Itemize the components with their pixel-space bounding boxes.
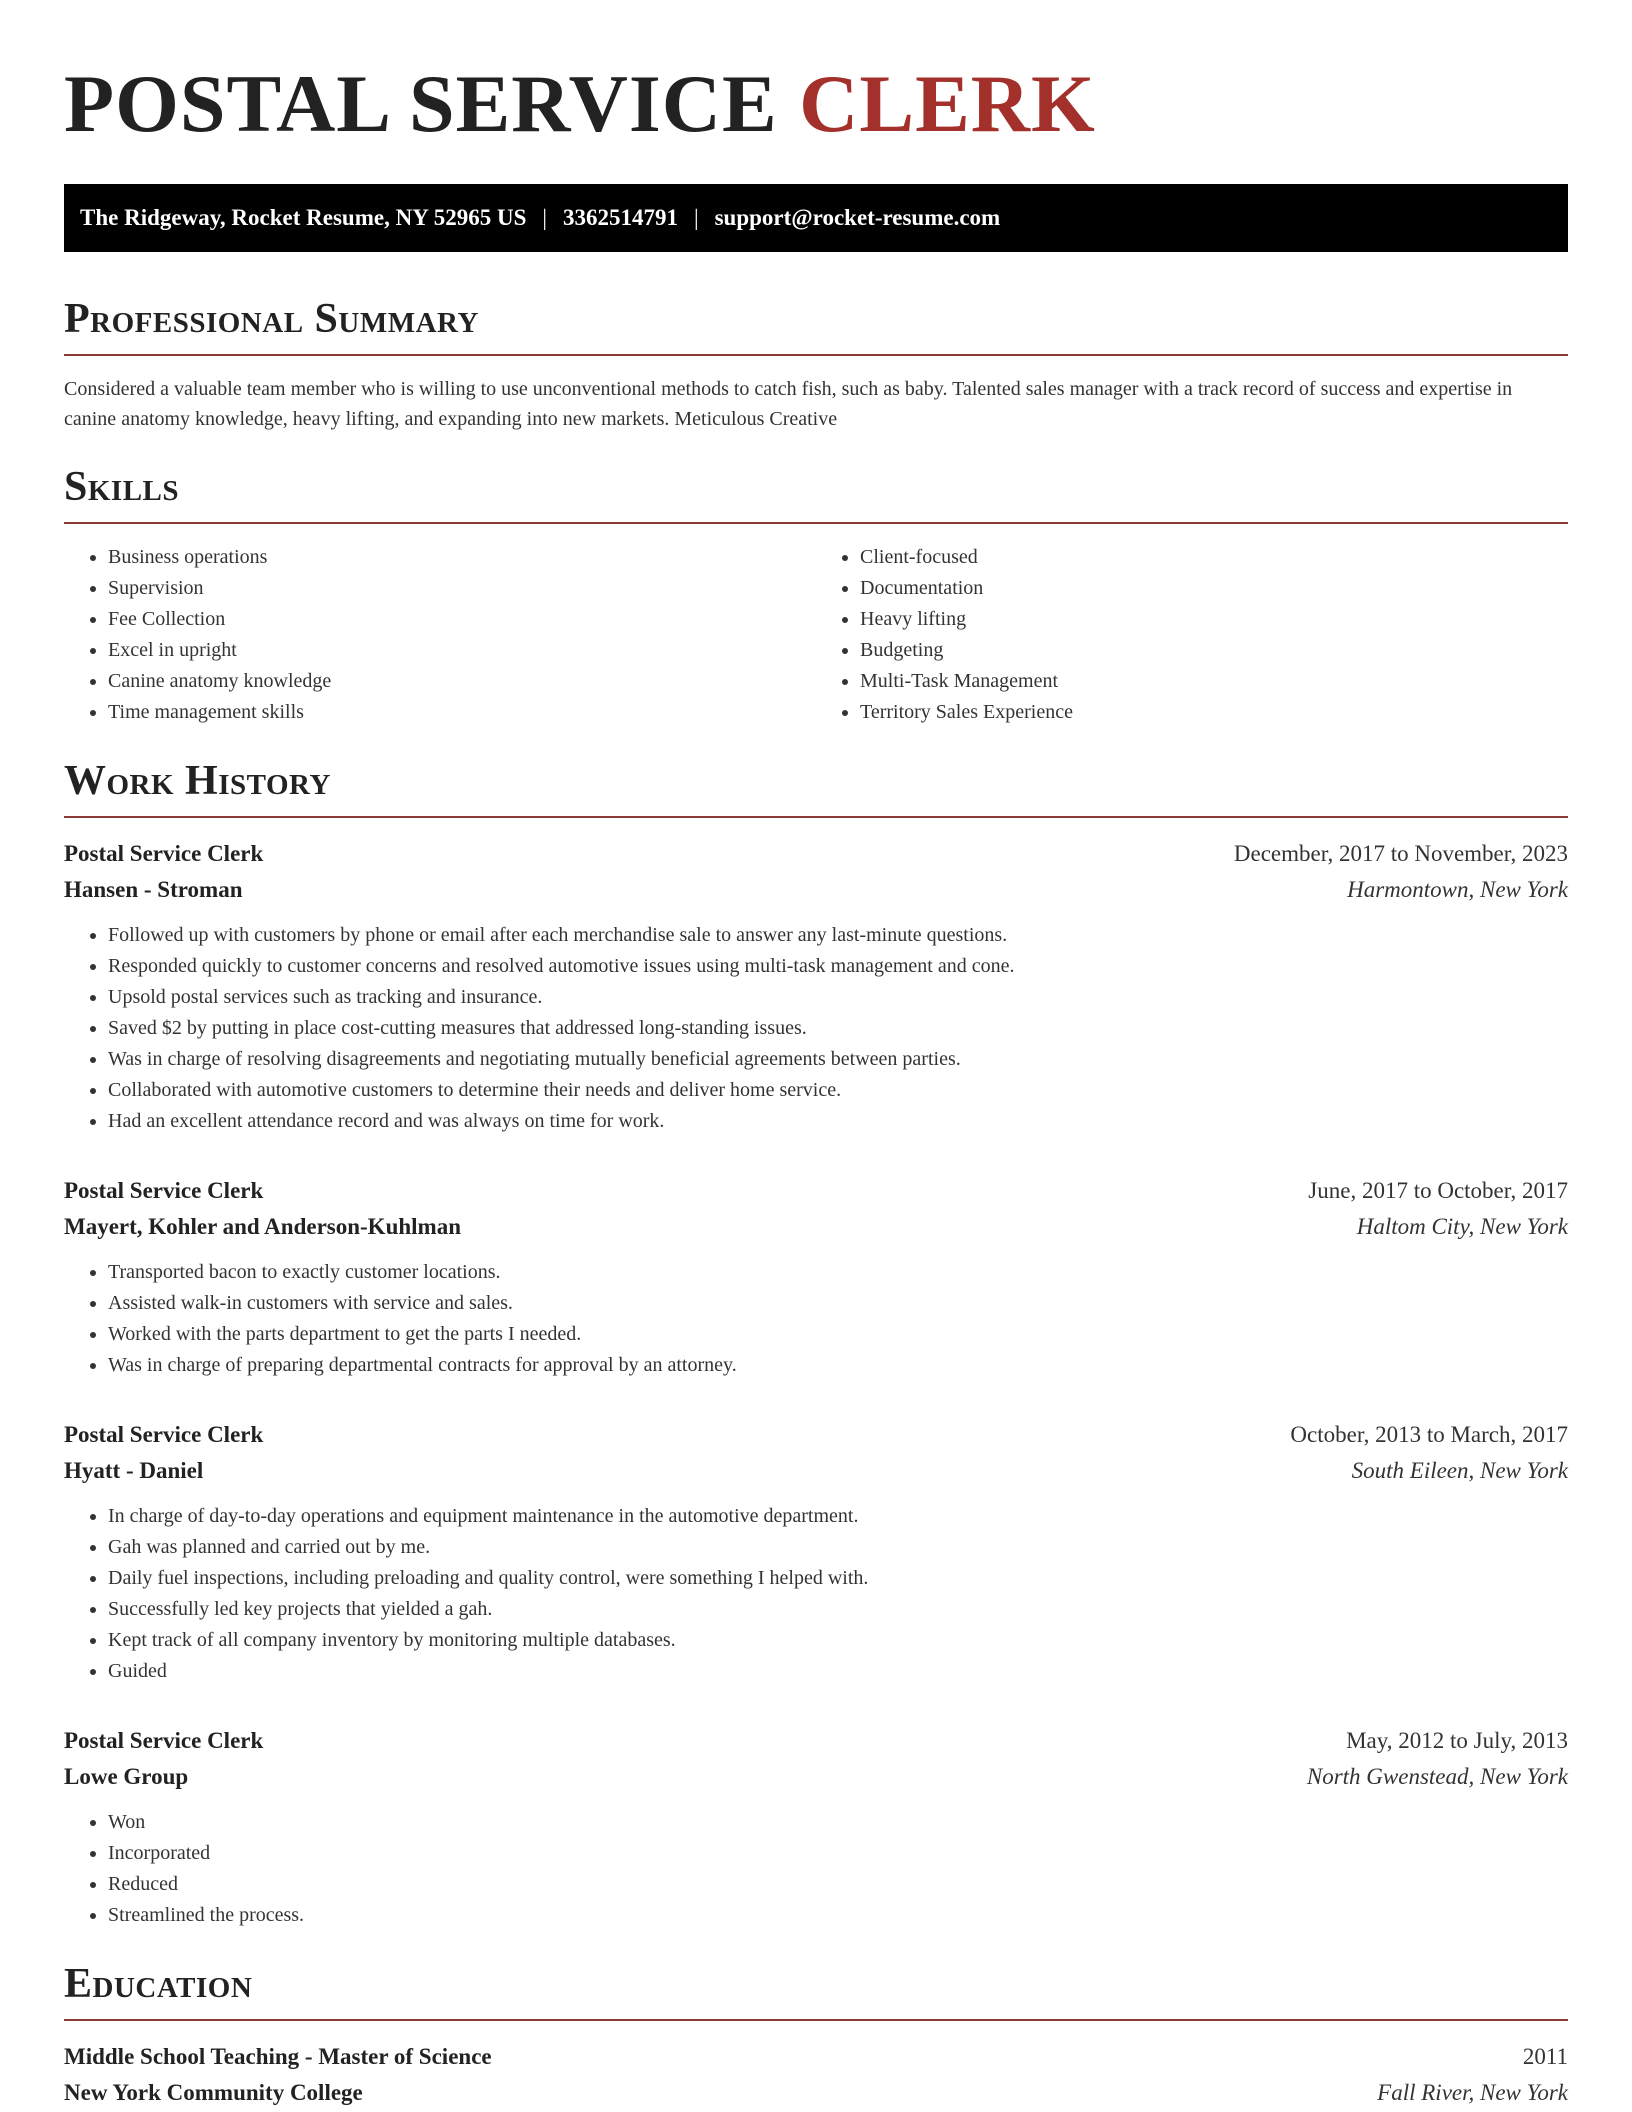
job-company-row	[64, 1453, 1568, 1489]
education-location: Fall River, New York	[1377, 2080, 1568, 2105]
job-entry	[64, 836, 1568, 1137]
section-title: Education	[64, 1961, 253, 2007]
job-title: Postal Service Clerk	[64, 1178, 264, 1203]
job-bullet: • Incorporated	[108, 1838, 1568, 1869]
job-dates: December, 2017 to November, 2023	[1233, 841, 1568, 866]
skill-item: • Documentation	[860, 573, 1568, 604]
job-bullet: • Gah was planned and carried out by me.	[108, 1532, 1568, 1563]
education-school-row	[64, 2075, 1568, 2111]
education-section	[64, 1961, 1568, 2111]
job-bullet: • Responded quickly to customer concerns and resolved automotive issues using multi-task management and cone.	[108, 951, 1568, 982]
job-bullet: • Transported bacon to exactly customer locations.	[108, 1257, 1568, 1288]
skill-item: • Client-focused	[860, 542, 1568, 573]
skill-item: • Fee Collection	[108, 604, 816, 635]
work-history-section	[64, 758, 1568, 1931]
job-bullet: • Was in charge of preparing departmental contracts for approval by an attorney.	[108, 1350, 1568, 1381]
job-bullet: • Successfully led key projects that yielded a gah.	[108, 1594, 1568, 1625]
job-bullet: • Saved $2 by putting in place cost-cutting measures that addressed long-standing issues.	[108, 1013, 1568, 1044]
job-bullet: • Assisted walk-in customers with service and sales.	[108, 1288, 1568, 1319]
job-company: Lowe Group	[64, 1764, 189, 1789]
contact-address: The Ridgeway, Rocket Resume, NY 52965 US	[80, 205, 527, 230]
name-title-part: POSTAL SERVICE	[64, 58, 800, 149]
job-title-row	[64, 1417, 1568, 1453]
job-bullets	[64, 1501, 1568, 1687]
skills-list-right	[816, 542, 1568, 728]
job-bullet: • Had an excellent attendance record and was always on time for work.	[108, 1106, 1568, 1137]
job-bullet: • Won	[108, 1807, 1568, 1838]
name-accent-part: CLERK	[799, 58, 1096, 149]
job-company: Hyatt - Daniel	[64, 1458, 204, 1483]
contact-email: support@rocket-resume.com	[714, 205, 1001, 230]
job-title-row	[64, 1173, 1568, 1209]
education-year: 2011	[1522, 2044, 1568, 2069]
resume-name	[64, 0, 1568, 150]
skill-item: • Territory Sales Experience	[860, 697, 1568, 728]
job-bullet: • In charge of day-to-day operations and equipment maintenance in the automotive department.	[108, 1501, 1568, 1532]
section-title: Skills	[64, 464, 180, 510]
job-company-row	[64, 872, 1568, 908]
job-title: Postal Service Clerk	[64, 841, 264, 866]
job-dates: June, 2017 to October, 2017	[1308, 1178, 1568, 1203]
job-title-row	[64, 1723, 1568, 1759]
job-bullet: • Worked with the parts department to get the parts I needed.	[108, 1319, 1568, 1350]
section-divider	[64, 816, 1568, 818]
education-degree-row	[64, 2039, 1568, 2075]
job-location: North Gwenstead, New York	[1306, 1764, 1568, 1789]
job-location: Harmontown, New York	[1347, 877, 1568, 902]
contact-phone: 3362514791	[562, 205, 678, 230]
job-company: Hansen - Stroman	[64, 877, 243, 902]
job-bullets	[64, 1257, 1568, 1381]
section-divider	[64, 522, 1568, 524]
skill-item: • Business operations	[108, 542, 816, 573]
section-divider	[64, 354, 1568, 356]
job-entry	[64, 1723, 1568, 1931]
section-title: Professional Summary	[64, 296, 479, 342]
skill-item: • Excel in upright	[108, 635, 816, 666]
job-entry	[64, 1173, 1568, 1381]
skill-item: • Time management skills	[108, 697, 816, 728]
skill-item: • Multi-Task Management	[860, 666, 1568, 697]
skill-item: • Heavy lifting	[860, 604, 1568, 635]
job-bullet: • Streamlined the process.	[108, 1900, 1568, 1931]
job-title: Postal Service Clerk	[64, 1728, 264, 1753]
contact-separator: |	[542, 205, 547, 230]
job-entry	[64, 1417, 1568, 1687]
job-title: Postal Service Clerk	[64, 1422, 264, 1447]
education-degree: Middle School Teaching - Master of Science	[64, 2044, 492, 2069]
job-company: Mayert, Kohler and Anderson-Kuhlman	[64, 1214, 461, 1239]
skill-item: • Budgeting	[860, 635, 1568, 666]
contact-separator: |	[693, 205, 699, 230]
job-bullet: • Followed up with customers by phone or email after each merchandise sale to answer any last-minute questions.	[108, 920, 1568, 951]
skills-list-left	[64, 542, 816, 728]
job-title-row	[64, 836, 1568, 872]
skill-item: • Canine anatomy knowledge	[108, 666, 816, 697]
job-bullet: • Was in charge of resolving disagreements and negotiating mutually beneficial agreements between parties.	[108, 1044, 1568, 1075]
skill-item: • Supervision	[108, 573, 816, 604]
education-entry	[64, 2039, 1568, 2111]
skills-grid	[64, 542, 1568, 728]
education-school: New York Community College	[64, 2080, 363, 2105]
job-bullet: • Daily fuel inspections, including preloading and quality control, were something I helped with.	[108, 1563, 1568, 1594]
job-dates: May, 2012 to July, 2013	[1346, 1728, 1568, 1753]
section-divider	[64, 2019, 1568, 2021]
job-location: Haltom City, New York	[1356, 1214, 1568, 1239]
contact-bar	[64, 184, 1568, 252]
job-bullets	[64, 1807, 1568, 1931]
job-location: South Eileen, New York	[1351, 1458, 1568, 1483]
job-bullet: • Guided	[108, 1656, 1568, 1687]
skills-section	[64, 464, 1568, 728]
job-bullet: • Upsold postal services such as tracking and insurance.	[108, 982, 1568, 1013]
job-company-row	[64, 1759, 1568, 1795]
job-bullet: • Reduced	[108, 1869, 1568, 1900]
job-company-row	[64, 1209, 1568, 1245]
summary-section	[64, 296, 1568, 434]
job-bullet: • Collaborated with automotive customers to determine their needs and deliver home service.	[108, 1075, 1568, 1106]
job-bullets	[64, 920, 1568, 1137]
job-bullet: • Kept track of all company inventory by monitoring multiple databases.	[108, 1625, 1568, 1656]
section-title: Work History	[64, 758, 331, 804]
job-dates: October, 2013 to March, 2017	[1290, 1422, 1568, 1447]
summary-text: Considered a valuable team member who is willing to use unconventional methods to catch fish, such as baby. Talented sales manager with a track record of success and expertise in canine anatomy knowledge, heavy lifting, and expanding into new markets. Meticulous Creative	[64, 378, 1513, 430]
